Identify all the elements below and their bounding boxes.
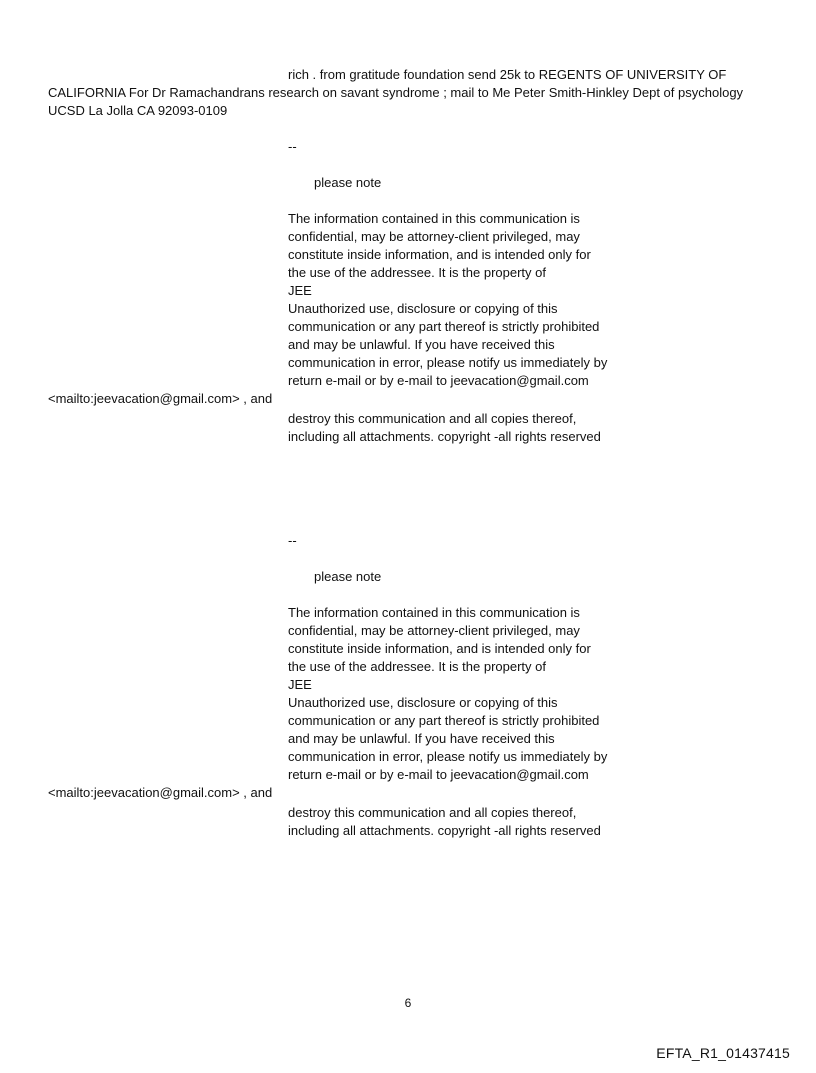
notice-line: confidential, may be attorney-client privileged, may bbox=[288, 623, 580, 638]
please-note-heading: please note bbox=[314, 175, 382, 190]
notice-line: return e-mail or by e-mail to jeevacation@gmail.com bbox=[288, 767, 589, 782]
notice-line: communication or any part thereof is strictly prohibited bbox=[288, 713, 600, 728]
notice-line: including all attachments. copyright -all rights reserved bbox=[288, 429, 601, 444]
mailto-link[interactable]: <mailto:jeevacation@gmail.com> , and bbox=[48, 785, 273, 800]
please-note-heading: please note bbox=[314, 569, 382, 584]
notice-line: constitute inside information, and is intended only for bbox=[288, 247, 591, 262]
notice-closing bbox=[288, 410, 648, 446]
notice-line: Unauthorized use, disclosure or copying of this bbox=[288, 301, 558, 316]
signature-separator: -- bbox=[288, 533, 297, 548]
notice-line: JEE bbox=[288, 283, 312, 298]
notice-line: destroy this communication and all copies thereof, bbox=[288, 411, 577, 426]
notice-line: and may be unlawful. If you have received this bbox=[288, 337, 555, 352]
notice-line: The information contained in this communication is bbox=[288, 211, 580, 226]
notice-body bbox=[288, 210, 648, 390]
notice-line: communication in error, please notify us immediately by bbox=[288, 749, 608, 764]
notice-line: including all attachments. copyright -all rights reserved bbox=[288, 823, 601, 838]
notice-line: the use of the addressee. It is the property of bbox=[288, 265, 546, 280]
page-number: 6 bbox=[404, 996, 412, 1010]
mailto-link[interactable]: <mailto:jeevacation@gmail.com> , and bbox=[48, 391, 273, 406]
notice-line: return e-mail or by e-mail to jeevacation@gmail.com bbox=[288, 373, 589, 388]
document-id: EFTA_R1_01437415 bbox=[656, 1045, 790, 1061]
notice-line: destroy this communication and all copies thereof, bbox=[288, 805, 577, 820]
notice-line: confidential, may be attorney-client privileged, may bbox=[288, 229, 580, 244]
notice-line: communication in error, please notify us immediately by bbox=[288, 355, 608, 370]
notice-line: constitute inside information, and is intended only for bbox=[288, 641, 591, 656]
notice-closing bbox=[288, 804, 648, 840]
notice-body bbox=[288, 604, 648, 784]
notice-line: Unauthorized use, disclosure or copying of this bbox=[288, 695, 558, 710]
notice-line: The information contained in this communication is bbox=[288, 605, 580, 620]
notice-line: the use of the addressee. It is the property of bbox=[288, 659, 546, 674]
notice-line: communication or any part thereof is strictly prohibited bbox=[288, 319, 600, 334]
notice-line: JEE bbox=[288, 677, 312, 692]
signature-separator: -- bbox=[288, 139, 297, 154]
intro-paragraph: rich . from gratitude foundation send 25k to REGENTS OF UNIVERSITY OF CALIFORNIA For Dr Ramachandrans research on savant syndrome ; mail to Me Peter Smith-Hinkley Dept of psychology UCSD La Jolla CA 92093-0109 bbox=[48, 67, 744, 118]
notice-line: and may be unlawful. If you have received this bbox=[288, 731, 555, 746]
